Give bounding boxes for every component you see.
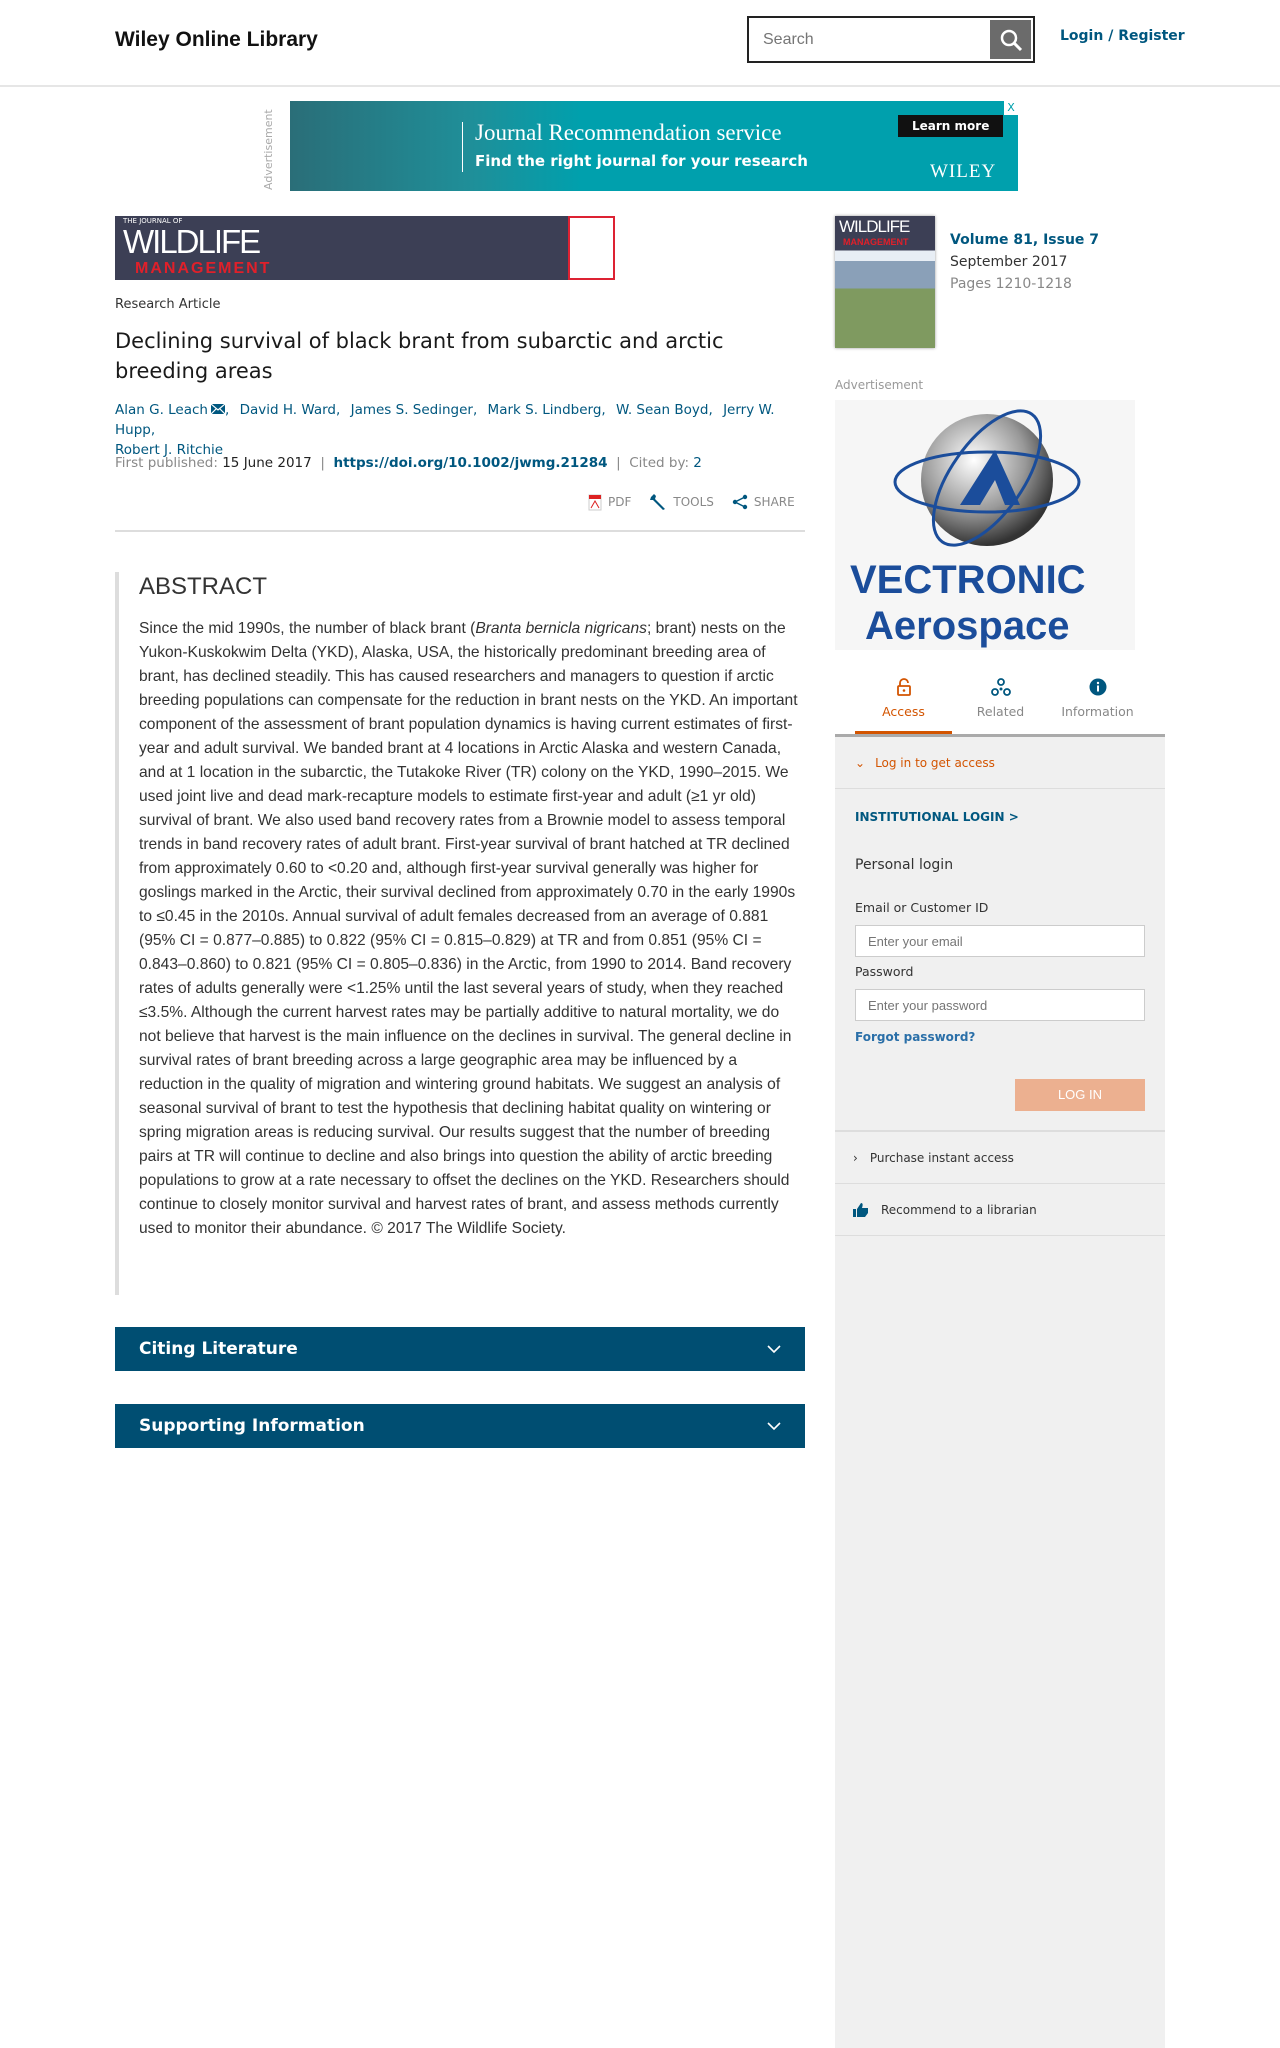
tab-label: Information — [1061, 704, 1134, 719]
ad-label: Advertisement — [835, 378, 924, 392]
email-field[interactable] — [855, 925, 1145, 957]
email-label: Email or Customer ID — [855, 900, 989, 915]
wrench-icon — [649, 493, 667, 511]
article-type: Research Article — [115, 297, 221, 312]
article-title: Declining survival of black brant from subarctic and arctic breeding areas — [115, 329, 724, 383]
search-button[interactable] — [990, 20, 1031, 59]
search-icon — [999, 28, 1023, 52]
related-icon — [991, 678, 1011, 696]
accordion-label: Citing Literature — [139, 1339, 298, 1359]
login-toggle-label: Log in to get access — [875, 756, 995, 770]
share-label: SHARE — [753, 495, 795, 509]
chevron-down-icon — [767, 1339, 781, 1359]
login-button[interactable]: LOG IN — [1015, 1079, 1145, 1111]
ad-label: Advertisement — [262, 109, 275, 190]
doi-link[interactable]: https://doi.org/10.1002/jwmg.21284 — [333, 455, 608, 471]
pdf-label: PDF — [608, 495, 632, 509]
access-panel — [835, 734, 1165, 2048]
author-link[interactable]: Alan G. Leach , — [115, 402, 230, 418]
recommend-label: Recommend to a librarian — [881, 1202, 1037, 1217]
article-tools — [588, 493, 795, 511]
abstract-section — [115, 572, 805, 1295]
wiley-logo: WILEY — [930, 161, 997, 182]
species-name: Branta bernicla nigricans — [475, 620, 647, 637]
journal-banner[interactable] — [115, 216, 615, 280]
chevron-down-icon — [767, 1416, 781, 1436]
login-register-link[interactable]: Login / Register — [1060, 28, 1185, 44]
personal-login-heading: Personal login — [855, 857, 954, 873]
share-icon — [732, 494, 748, 510]
login-toggle[interactable] — [835, 737, 1165, 789]
journal-cover[interactable] — [835, 216, 935, 348]
abstract-heading: ABSTRACT — [139, 573, 268, 600]
first-published-label: First published: — [115, 455, 218, 471]
tab-label: Access — [882, 704, 925, 719]
ad-brand-line1: VECTRONIC — [850, 558, 1086, 602]
volume-issue-link[interactable]: Volume 81, Issue 7 — [950, 232, 1100, 248]
cover-subtitle: MANAGEMENT — [843, 237, 909, 247]
divider — [462, 122, 463, 172]
info-icon — [1089, 678, 1107, 696]
author-link[interactable]: Jerry W. Hupp, — [115, 402, 775, 438]
search-input[interactable] — [749, 18, 979, 61]
citing-literature-accordion[interactable] — [115, 1327, 805, 1371]
issue-info — [950, 229, 1099, 295]
tools-button[interactable] — [649, 493, 714, 511]
author-link[interactable]: W. Sean Boyd, — [616, 402, 713, 418]
cited-by-label: Cited by: — [629, 455, 689, 471]
issue-date: September 2017 — [950, 254, 1068, 270]
abstract-text-part: Since the mid 1990s, the number of black brant ( — [139, 620, 476, 637]
abstract-text-part: ; brant) nests on the Yukon-Kuskokwim Delta (YKD), Alaska, USA, the historically predominant breeding area of brant, has declined steadily. This has caused researchers and managers to question if arctic breeding populations can compensate for the reduction in brant nests on the YKD. An important component of the assessment of brant population dynamics is having current estimates of first-year and adult survival. We banded brant at 4 locations in Arctic Alaska and western Canada, and at 1 location in the subarctic, the Tutakoke River (TR) colony on the YKD, 1990–2015. We used joint live and dead mark-recapture models to estimate first-year and adult (≥1 yr old) survival of brant. We also used band recovery rates from a Brownie model to assess temporal trends in band recovery rates of adult brant. First-year survival of brant hatched at TR declined from approximately 0.60 to <0.20 and, although first-year survival generally was higher for goslings marked in the Arctic, their survival declined from approximately 0.70 in the early 1990s to ≤0.45 in the 2010s. Annual survival of adult females decreased from an average of 0.881 (95% CI = 0.877–0.885) to 0.822 (95% CI = 0.815–0.829) at TR and from 0.851 (95% CI = 0.843–0.860) to 0.821 (95% CI = 0.805–0.836) in the Arctic, from 1990 to 2014. Band recovery rates of adults generally were <1.25% until the last several years of study, when they reached ≤3.5%. Although the current harvest rates may be partially additive to natural mortality, we do not believe that harvest is the main influence on the declines in survival. The general decline in survival rates of brant breeding across a large geographic area may be influenced by a reduction in the quality of migration and wintering ground habitats. We suggest an analysis of seasonal survival of brant to test the hypothesis that declining habitat quality on wintering or spring migration areas is reducing survival. Our results suggest that the number of breeding pairs at TR will continue to decline and also brings into question the ability of arctic breeding populations to grow at a rate necessary to offset the declines on the YKD. Researchers should continue to closely monitor survival and harvest rates of brant, and assess methods currently used to monitor their abundance. © 2017 The Wildlife Society. — [139, 620, 798, 1237]
banner-word2: MANAGEMENT — [135, 260, 272, 277]
accordion-label: Supporting Information — [139, 1416, 365, 1436]
learn-more-button[interactable]: Learn more — [898, 115, 1003, 137]
password-label: Password — [855, 964, 914, 979]
password-field[interactable] — [855, 989, 1145, 1021]
share-button[interactable] — [732, 494, 795, 510]
email-icon — [211, 404, 225, 414]
ad-brand-line2: Aerospace — [865, 604, 1070, 648]
author-link[interactable]: James S. Sedinger, — [350, 402, 478, 418]
chevron-right-icon: › — [853, 1150, 858, 1165]
ad-title: Journal Recommendation service — [475, 120, 782, 145]
tools-label: TOOLS — [673, 495, 714, 509]
thumbs-up-icon — [853, 1203, 869, 1217]
chevron-down-icon: ⌄ — [855, 756, 866, 770]
pdf-icon — [588, 494, 602, 511]
first-published-date: 15 June 2017 — [222, 455, 312, 471]
author-name: Alan G. Leach — [115, 402, 208, 418]
abstract-text — [139, 617, 801, 1241]
supporting-information-accordion[interactable] — [115, 1404, 805, 1448]
tab-information[interactable] — [1049, 670, 1146, 735]
ad-subtitle: Find the right journal for your research — [475, 152, 808, 170]
lock-icon — [896, 678, 912, 696]
divider — [115, 530, 805, 532]
top-advertisement[interactable] — [290, 101, 1018, 191]
close-icon[interactable]: X — [1004, 101, 1018, 115]
site-logo[interactable]: Wiley Online Library — [115, 28, 318, 51]
banner-word1: WILDLIFE — [123, 223, 260, 260]
purchase-label: Purchase instant access — [869, 1150, 1014, 1165]
cited-by-count[interactable]: 2 — [693, 455, 702, 471]
search-box — [747, 16, 1035, 63]
cover-title: WILDLIFE — [839, 217, 910, 236]
banner-small-text: THE JOURNAL OF — [123, 217, 183, 225]
tab-label: Related — [976, 704, 1025, 719]
tab-access[interactable] — [855, 670, 952, 735]
forgot-password-link[interactable]: Forgot password? — [855, 1030, 976, 1044]
sidebar-advertisement[interactable] — [835, 400, 1135, 650]
society-logo — [568, 216, 615, 280]
institutional-login-link[interactable]: INSTITUTIONAL LOGIN > — [855, 810, 1019, 824]
vectronic-logo — [835, 400, 1135, 558]
author-link[interactable]: Robert J. Ritchie — [115, 442, 224, 458]
sidebar-tabs — [835, 670, 1165, 735]
issue-pages: Pages 1210-1218 — [950, 276, 1072, 292]
purchase-access-link[interactable] — [835, 1132, 1165, 1184]
tab-related[interactable] — [952, 670, 1049, 735]
author-list — [115, 400, 815, 460]
recommend-librarian-link[interactable] — [835, 1184, 1165, 1236]
pdf-button[interactable] — [588, 494, 631, 511]
author-link[interactable]: Mark S. Lindberg, — [487, 402, 606, 418]
publication-meta: First published: 15 June 2017 | https://doi.org/10.1002/jwmg.21284 | Cited by: 2 — [115, 455, 702, 471]
site-header — [0, 0, 1280, 87]
author-link[interactable]: David H. Ward, — [239, 402, 341, 418]
